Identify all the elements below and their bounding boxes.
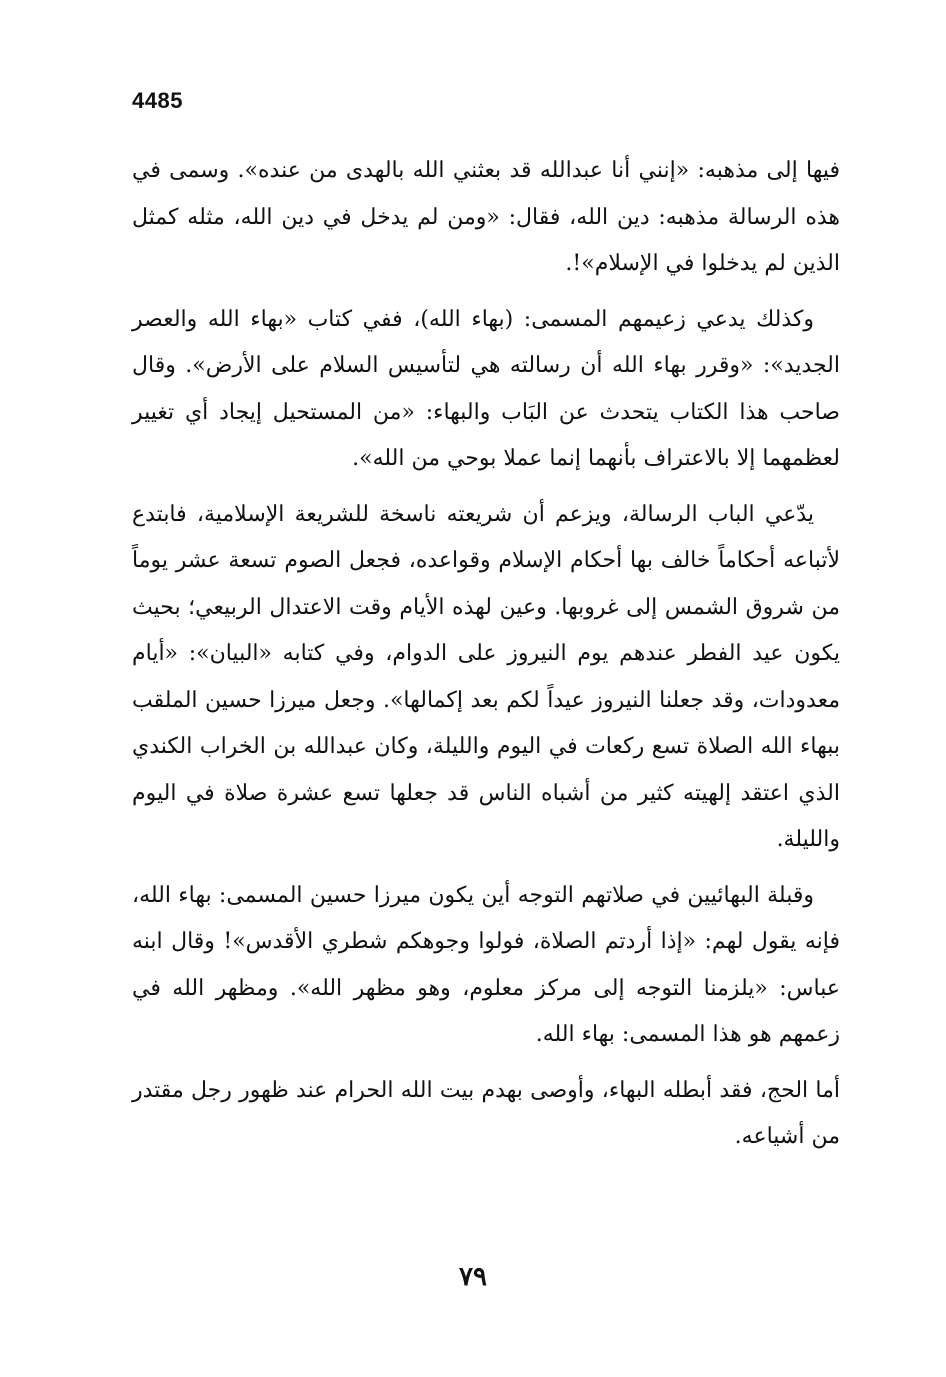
paragraph: أما الحج، فقد أبطله البهاء، وأوصى بهدم بيت الله الحرام عند ظهور رجل مقتدر من أشياعه. [132, 1077, 840, 1149]
paragraph: فيها إلى مذهبه: «إنني أنا عبدالله قد بعثني الله بالهدى من عنده». وسمى في هذه الرسالة مذهبه: دين الله، فقال: «ومن لم يدخل في دين الله، مثله كمثل الذين لم يدخلوا في الإسلام»!. [132, 158, 840, 276]
page-number: ٧٩ [459, 1262, 487, 1292]
paragraph: يدّعي الباب الرسالة، ويزعم أن شريعته ناسخة للشريعة الإسلامية، فابتدع لأتباعه أحكاماً خالف بها أحكام الإسلام وقواعده، فجعل الصوم تسعة عشر يوماً من شروق الشمس إلى غروبها. وعين لهذه الأيام وقت الاعتدال الربيعي؛ بحيث يكون عيد الفطر عندهم يوم النيروز على الدوام، وفي كتابه «البيان»: «أيام معدودات، وقد جعلنا النيروز عيداً لكم بعد إكمالها». وجعل ميرزا حسين الملقب ببهاء الله الصلاة تسع ركعات في اليوم والليلة، وكان عبدالله بن الخراب الكندي الذي اعتقد إلهيته كثير من أشباه الناس قد جعلها تسع عشرة صلاة في اليوم والليلة. [132, 501, 841, 852]
page-id-number: 4485 [132, 88, 183, 113]
body-text [132, 148, 840, 1170]
paragraph: وقبلة البهائيين في صلاتهم التوجه أين يكون ميرزا حسين المسمى: بهاء الله، فإنه يقول لهم: «إذا أردتم الصلاة، فولوا وجوهكم شطري الأقدس»! وقال ابنه عباس: «يلزمنا التوجه إلى مركز معلوم، وهو مظهر الله». ومظهر الله في زعمهم هو هذا المسمى: بهاء الله. [132, 882, 840, 1047]
paragraph: وكذلك يدعي زعيمهم المسمى: (بهاء الله)، ففي كتاب «بهاء الله والعصر الجديد»: «وقرر بهاء الله أن رسالته هي لتأسيس السلام على الأرض». وقال صاحب هذا الكتاب يتحدث عن البَاب والبهاء: «من المستحيل إيجاد أي تغيير لعظمهما إلا بالاعتراف بأنهما إنما عملا بوحي من الله». [132, 306, 841, 471]
